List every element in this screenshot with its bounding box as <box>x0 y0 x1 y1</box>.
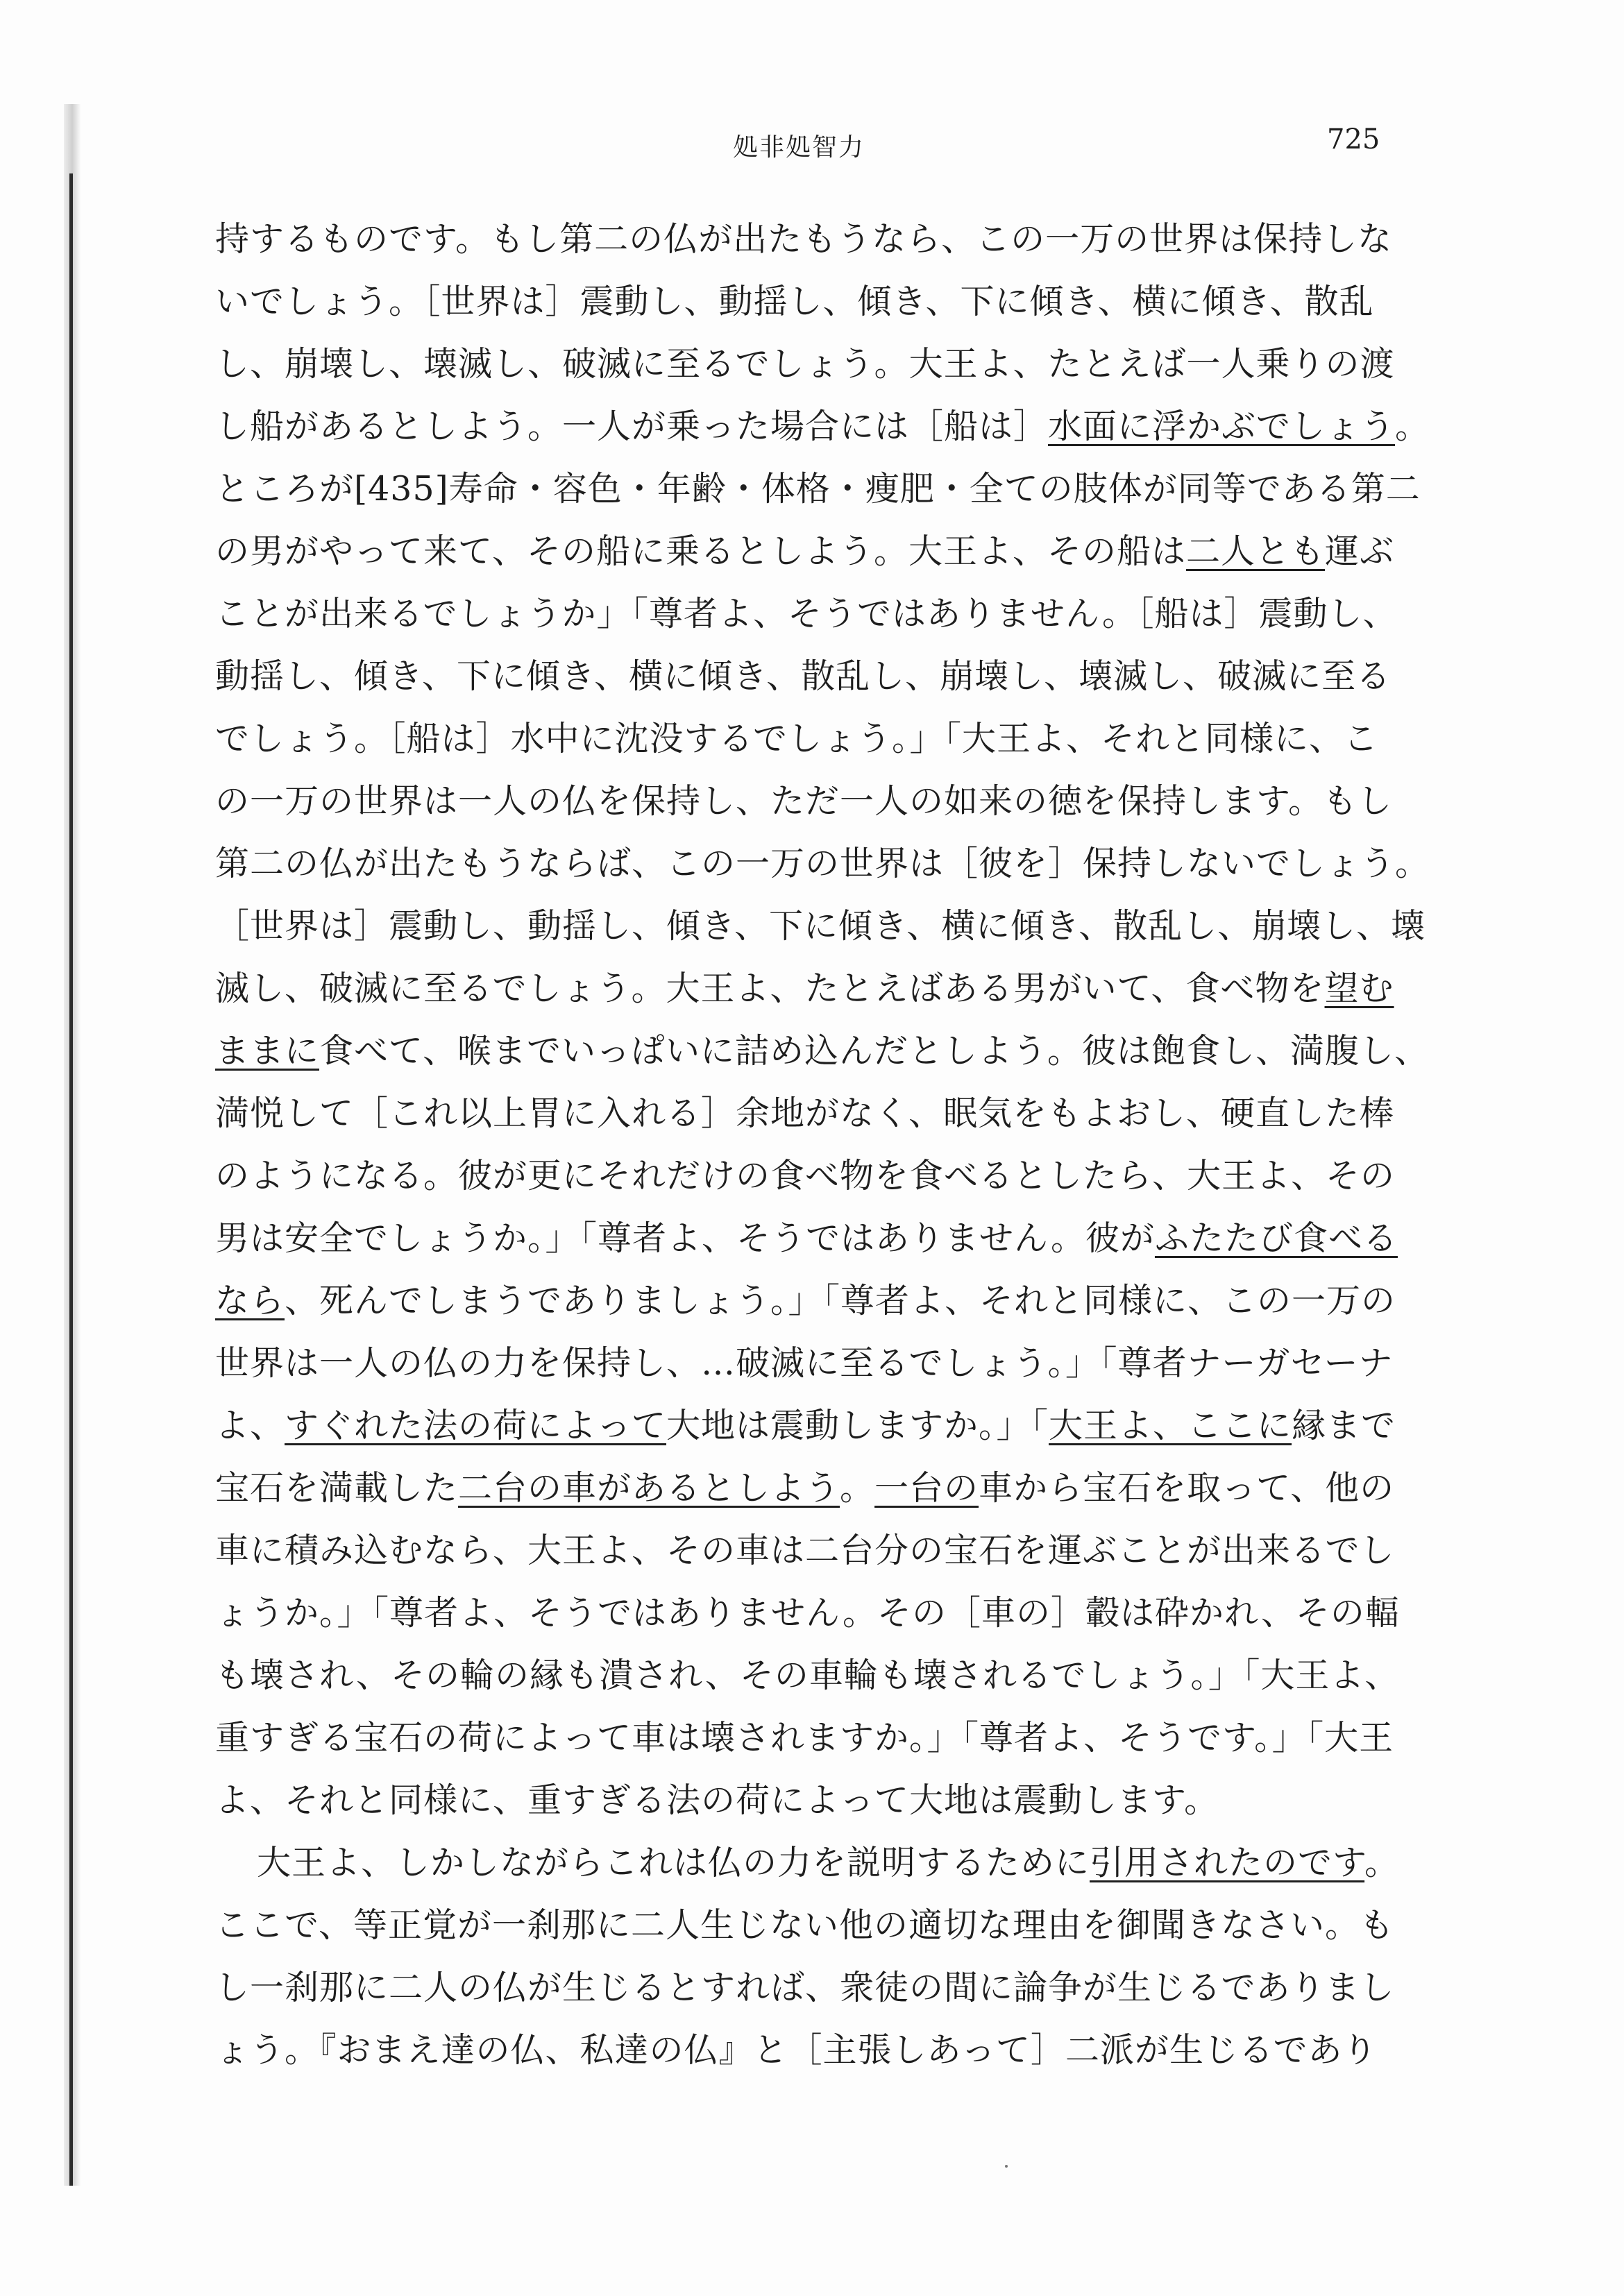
text-segment: し一刹那に二人の仏が生じるとすれば、衆徒の間に論争が生じるでありまし <box>215 1968 1395 2007</box>
underlined-text: すぐれた法の荷によって <box>285 1406 667 1445</box>
underlined-text: 水面に浮かぶでしょう <box>1048 407 1396 446</box>
underlined-text: 大王よ、ここに <box>1049 1406 1292 1445</box>
text-segment: 持するものです。もし第二の仏が出たもうなら、この一万の世界は保持しな <box>215 219 1393 259</box>
text-line <box>215 1082 1423 1145</box>
text-line <box>215 895 1426 958</box>
text-line <box>215 770 1423 833</box>
text-line <box>215 1832 1423 1894</box>
text-segment: の男がやって来て、その船に乗るとしよう。大王よ、その船は <box>215 532 1187 571</box>
underlined-text: ままに <box>215 1031 320 1071</box>
underlined-text: なら <box>215 1281 285 1320</box>
text-segment: よ、 <box>215 1406 285 1445</box>
text-segment: ょう。『おまえ達の仏、私達の仏』と［主張しあって］二派が生じるであり <box>215 2030 1378 2070</box>
underlined-text: 二人とも <box>1186 532 1326 571</box>
text-segment: し船があるとしよう。一人が乗った場合には［船は］ <box>215 407 1049 446</box>
text-line <box>215 1520 1423 1582</box>
text-segment: 宝石を満載した <box>215 1468 459 1508</box>
text-segment: ょうか。」「尊者よ、そうではありません。その［車の］轂は砕かれ、その輻 <box>215 1593 1400 1633</box>
text-line <box>215 1145 1423 1207</box>
text-segment: よ、それと同様に、重すぎる法の荷によって大地は震動します。 <box>215 1780 1219 1820</box>
text-segment: 滅し、破滅に至るでしょう。大王よ、たとえばある男がいて、食べ物を <box>215 969 1325 1008</box>
binding-edge-line <box>69 173 73 2186</box>
text-line <box>215 1020 1430 1082</box>
text-line <box>215 208 1423 271</box>
text-segment: 車に積み込むなら、大王よ、その車は二台分の宝石を運ぶことが出来るでし <box>215 1531 1395 1570</box>
text-segment: 。 <box>1364 1843 1400 1882</box>
text-segment: でしょう。［船は］水中に沈没するでしょう。」「大王よ、それと同様に、こ <box>215 719 1379 758</box>
text-segment: 縁まで <box>1292 1406 1396 1445</box>
text-segment: 世界は一人の仏の力を保持し、…破滅に至るでしょう。」「尊者ナーガセーナ <box>215 1343 1394 1383</box>
text-segment: 動揺し、傾き、下に傾き、横に傾き、散乱し、崩壊し、壊滅し、破滅に至る <box>215 656 1392 696</box>
text-segment: 第二の仏が出たもうならば、この一万の世界は［彼を］保持しないでしょう。 <box>215 844 1430 883</box>
text-line <box>215 1395 1423 1457</box>
text-segment: 男は安全でしょうか。」「尊者よ、そうではありません。彼が <box>215 1218 1155 1258</box>
text-line <box>215 1457 1423 1520</box>
text-segment: 運ぶ <box>1325 532 1395 571</box>
text-line <box>215 1894 1423 1957</box>
underlined-text: 引用されたのです <box>1090 1843 1365 1882</box>
text-line <box>215 958 1423 1020</box>
underlined-text: 一台の <box>874 1468 979 1508</box>
text-line <box>215 520 1423 583</box>
scan-speck <box>1005 2165 1008 2168</box>
text-line <box>215 833 1430 895</box>
underlined-text: ふたたび食べる <box>1154 1218 1398 1258</box>
text-segment: のようになる。彼が更にそれだけの食べ物を食べるとしたら、大王よ、その <box>215 1156 1396 1196</box>
text-line <box>215 396 1430 458</box>
text-line <box>215 645 1423 708</box>
text-segment: 食べて、喉までいっぱいに詰め込んだとしよう。彼は飽食し、満腹し、 <box>319 1031 1430 1071</box>
text-line <box>215 708 1423 770</box>
text-segment: 、死んでしまうでありましょう。」「尊者よ、それと同様に、この一万の <box>285 1281 1396 1320</box>
text-segment: ところが[435]寿命・容色・年齢・体格・痩肥・全ての肢体が同等である第二 <box>215 469 1421 509</box>
text-line <box>215 1769 1423 1832</box>
text-segment: ことが出来るでしょうか」「尊者よ、そうではありません。［船は］震動し、 <box>215 594 1398 633</box>
text-segment: 。 <box>840 1468 875 1508</box>
text-line <box>215 333 1423 396</box>
text-segment: いでしょう。［世界は］震動し、動揺し、傾き、下に傾き、横に傾き、散乱 <box>215 282 1374 321</box>
body-text <box>215 208 1430 2082</box>
text-segment: の一万の世界は一人の仏を保持し、ただ一人の如来の徳を保持します。もし <box>215 781 1393 821</box>
text-segment: 車から宝石を取って、他の <box>979 1468 1395 1508</box>
text-segment: も壊され、その輪の縁も潰され、その車輪も壊されるでしょう。」「大王よ、 <box>215 1656 1400 1695</box>
page-number: 725 <box>1327 124 1380 155</box>
text-line <box>215 1957 1423 2019</box>
text-line <box>215 1582 1423 1644</box>
text-line <box>215 1332 1423 1395</box>
text-line <box>215 458 1423 520</box>
text-segment: 重すぎる宝石の荷によって車は壊されますか。」「尊者よ、そうです。」「大王 <box>215 1718 1394 1758</box>
text-line <box>215 583 1423 645</box>
text-line <box>215 1270 1423 1332</box>
text-line <box>215 2019 1423 2082</box>
text-segment: 。 <box>1395 407 1430 446</box>
text-line <box>215 1644 1423 1707</box>
text-segment: ［世界は］震動し、動揺し、傾き、下に傾き、横に傾き、散乱し、崩壊し、壊 <box>215 906 1426 946</box>
text-segment: 大王よ、しかしながらこれは仏の力を説明するために <box>257 1843 1090 1882</box>
running-head: 処非処智力 <box>733 133 865 162</box>
text-segment: し、崩壊し、壊滅し、破滅に至るでしょう。大王よ、たとえば一人乗りの渡 <box>215 344 1395 384</box>
text-line <box>215 1707 1423 1769</box>
text-segment: ここで、等正覚が一刹那に二人生じない他の適切な理由を御聞きなさい。も <box>215 1905 1395 1945</box>
text-line <box>215 271 1423 333</box>
underlined-text: 望む <box>1324 969 1394 1008</box>
text-segment: 満悦して［これ以上胃に入れる］余地がなく、眠気をもよおし、硬直した棒 <box>215 1094 1395 1133</box>
text-line <box>215 1207 1423 1270</box>
text-segment: 大地は震動しますか。」「 <box>666 1406 1049 1445</box>
underlined-text: 二台の車があるとしよう <box>458 1468 840 1508</box>
